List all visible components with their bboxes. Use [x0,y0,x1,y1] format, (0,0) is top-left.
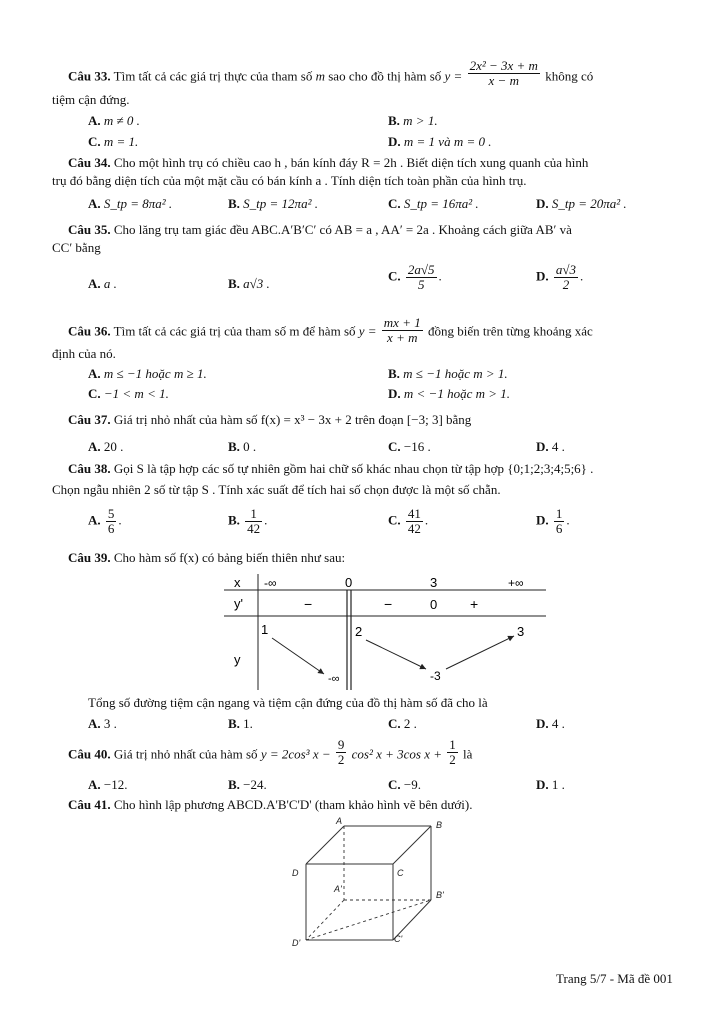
q39-option-b[interactable] [228,716,253,732]
yp-label: y' [234,596,243,611]
q40-f1-num: 9 [337,737,345,752]
q39-label: Câu 39. [68,550,111,565]
option-letter: B. [228,276,240,291]
option-letter: C. [388,439,401,454]
q36-d-text: m < −1 hoặc m > 1. [403,386,511,401]
option-letter: D. [388,134,401,149]
q33-text-c: không có [545,68,594,84]
q37-option-b[interactable] [228,439,256,455]
q33-c-text: m = 1. [103,134,139,149]
q35-b-text: a√3 . [243,276,270,291]
q33-line1 [68,58,594,92]
option-letter: B. [388,366,400,381]
q39-option-c[interactable] [388,716,417,732]
y-val-2: 2 [355,624,363,639]
option-letter: D. [536,716,549,731]
q36-c-text: −1 < m < 1. [103,386,169,401]
yp-val-3: + [470,596,479,612]
q35-label: Câu 35. [68,222,111,237]
q33-param: m [315,68,325,84]
q33-label: Câu 33. [68,68,111,84]
q35-d-num: a√3 [555,262,577,277]
q34-option-b[interactable] [228,196,318,212]
decrease-arrow [272,638,324,674]
q36-den: x + m [387,330,418,345]
y-val-3: -3 [430,669,441,683]
q37-text: Giá trị nhỏ nhất của hàm số f(x) = x³ − 3x + 2 trên đoạn [−3; 3] bằng [113,412,472,427]
option-letter: D. [536,268,549,284]
q35-d-den: 2 [562,277,570,292]
x-val-2: 3 [430,575,438,590]
q36-option-b[interactable] [388,366,508,382]
q39-option-d[interactable] [536,716,565,732]
y-val-1: -∞ [328,673,340,685]
q37-b-text: 0 . [243,439,257,454]
q36-line2: định của nó. [52,346,116,361]
q38-option-a[interactable]: A. $\frac{5}{6}$ . [88,506,122,536]
q37-d-text: 4 . [551,439,565,454]
vertex-d-prime: D' [292,938,301,948]
q40-f1-den: 2 [337,752,345,767]
decrease-arrow [366,640,426,669]
q35-option-a[interactable] [88,276,117,292]
q38-text: Gọi S là tập hợp các số tự nhiên gồm hai chữ số khác nhau chọn từ tập hợp {0;1;2;3;4;5;6} . [113,461,594,476]
option-letter: C. [88,134,101,149]
q40-line1 [68,737,473,770]
option-letter: C. [388,268,401,284]
option-letter: B. [228,512,240,528]
q40-option-c[interactable] [388,777,421,793]
q33-line2: tiệm cận đứng. [52,92,130,107]
q35-text: Cho lăng trụ tam giác đều ABC.A′B′C′ có AB = a , AA′ = 2a . Khoảng cách giữa AB′ và [113,222,572,237]
q35-option-d[interactable]: D. $\frac{a√3}{2}$ . [536,262,584,292]
y-val-4: 3 [517,624,525,639]
x-val-3: +∞ [508,576,524,590]
option-letter: B. [388,113,400,128]
option-letter: B. [228,777,240,792]
option-letter: D. [536,777,549,792]
q34-line2: trụ đó bằng diện tích của một mặt cầu có bán kính a . Tính diện tích toàn phần của hình trụ. [52,173,527,188]
q35-option-b[interactable] [228,276,270,292]
y-val-0: 1 [261,622,269,637]
option-letter: B. [228,716,240,731]
increase-arrow [446,636,514,669]
q33-den: x − m [488,73,519,88]
q38-line1 [68,461,593,477]
page-footer: Trang 5/7 - Mã đề 001 [556,971,673,986]
q39-d-text: 4 . [551,716,565,731]
q40-c-text: −9. [403,777,421,792]
q40-f2-den: 2 [449,752,456,767]
q34-a-text: S_tp = 8πa² . [103,196,173,211]
q40-f2-num: 1 [449,737,456,752]
q34-d-text: S_tp = 20πa² . [551,196,627,211]
option-letter: B. [228,439,240,454]
q34-label: Câu 34. [68,155,111,170]
option-letter: C. [388,777,401,792]
q38-option-c[interactable]: C. $\frac{41}{42}$ . [388,506,429,536]
q34-option-d[interactable] [536,196,627,212]
option-letter: A. [88,512,101,528]
q39-line1 [68,550,345,566]
option-letter: A. [88,716,101,731]
q33-fraction [468,59,540,88]
q34-c-text: S_tp = 16πa² . [403,196,479,211]
q39-c-text: 2 . [403,716,417,731]
vertex-b: B [436,820,443,830]
q36-option-a[interactable] [88,366,207,382]
q33-d-text: m = 1 và m = 0 . [403,134,492,149]
q38-a-num: 5 [107,506,115,521]
q34-text: Cho một hình trụ có chiều cao h , bán kính đáy R = 2h . Biết diện tích xung quanh của hình [113,155,589,170]
option-letter: B. [228,196,240,211]
x-val-0: -∞ [264,576,277,590]
q33-option-b[interactable] [388,113,438,129]
vertex-a-prime: A' [334,884,342,894]
vertex-b-prime: B' [436,890,444,900]
yp-val-1: − [384,596,393,612]
vertex-c: C [397,868,404,878]
q33-option-d[interactable] [388,134,491,150]
q37-option-c[interactable] [388,439,431,455]
q33-a-text: m ≠ 0 . [103,113,140,128]
q36-b-text: m ≤ −1 hoặc m > 1. [403,366,508,381]
q41-label: Câu 41. [68,797,111,812]
q34-option-c[interactable] [388,196,479,212]
q36-a-text: m ≤ −1 hoặc m ≥ 1. [103,366,207,381]
option-letter: A. [88,113,101,128]
q40-option-b[interactable] [228,777,267,793]
option-letter: D. [536,439,549,454]
q38-c-den: 42 [407,521,421,536]
q38-a-den: 6 [107,521,115,536]
q36-text-a: Tìm tất cả các giá trị của tham số m để hàm số [113,323,356,339]
yp-val-2: 0 [430,597,438,612]
yp-val-0: − [304,596,313,612]
q38-d-den: 6 [555,521,563,536]
q38-c-num: 41 [407,506,421,521]
q35-option-c[interactable]: C. $\frac{2a√5}{5}$ . [388,262,442,292]
option-letter: A. [88,366,101,381]
q39-question: Tổng số đường tiệm cận ngang và tiệm cận đứng của đồ thị hàm số đã cho là [88,695,488,710]
q41-text: Cho hình lập phương ABCD.A'B'C'D' (tham khảo hình vẽ bên dưới). [113,797,473,812]
q33-text-a: Tìm tất cả các giá trị thực của tham số [113,68,313,84]
q39-b-text: 1. [243,716,253,731]
q40-text-a: Giá trị nhỏ nhất của hàm số [113,746,258,762]
q35-c-num: 2a√5 [407,262,435,277]
option-letter: C. [388,512,401,528]
q41-line1 [68,797,472,813]
q37-option-d[interactable] [536,439,565,455]
vertex-a: A [336,816,343,826]
q35-line2: CC′ bằng [52,240,101,255]
q36-option-d[interactable] [388,386,510,402]
x-val-1: 0 [345,575,353,590]
q35-line1 [68,222,572,238]
q35-c-den: 5 [417,277,425,292]
q33-b-text: m > 1. [403,113,438,128]
q40-eq-b: cos² x + 3cos x + [351,746,443,762]
vertex-d: D [292,868,299,878]
q37-option-a[interactable] [88,439,123,455]
q36-option-c[interactable] [88,386,169,402]
q38-line2: Chọn ngẫu nhiên 2 số từ tập S . Tính xác suất để tích hai số chọn được là một số chẵn. [52,482,501,497]
q34-option-a[interactable] [88,196,172,212]
q37-line1 [68,412,471,428]
q36-text-b: đồng biến trên từng khoảng xác [427,323,593,339]
q40-d-text: 1 . [551,777,565,792]
q38-d-num: 1 [555,506,563,521]
q36-line1 [68,315,593,347]
q37-a-text: 20 . [103,439,124,454]
option-letter: C. [88,386,101,401]
q33-num: 2x² − 3x + m [469,58,538,73]
q36-label: Câu 36. [68,323,111,339]
q34-b-text: S_tp = 12πa² . [243,196,318,211]
q39-text: Cho hàm số f(x) có bảng biến thiên như sau: [113,550,346,565]
q36-num: mx + 1 [383,315,421,330]
x-label: x [234,575,241,590]
option-letter: A. [88,439,101,454]
q33-y-eq: y = [444,68,463,84]
q33-text-b: sao cho đồ thị hàm số [328,68,442,84]
option-letter: A. [88,196,101,211]
option-letter: D. [536,196,549,211]
cube-figure [286,814,456,948]
q38-b-den: 42 [247,521,261,536]
q40-a-text: −12. [103,777,128,792]
option-letter: C. [388,196,401,211]
option-letter: C. [388,716,401,731]
q40-eq-a: y = 2cos³ x − [260,746,331,762]
q34-line1 [68,155,588,171]
option-letter: D. [536,512,549,528]
q38-b-num: 1 [245,507,262,522]
q38-option-b[interactable]: B. $\frac{1}{42}$ . [228,506,268,536]
option-letter: A. [88,276,101,291]
q39-a-text: 3 . [103,716,117,731]
q40-option-d[interactable] [536,777,565,793]
vertex-c-prime: C' [394,934,403,944]
q38-label: Câu 38. [68,461,111,476]
q36-y-eq: y = [358,323,377,339]
q40-b-text: −24. [243,777,267,792]
q40-option-a[interactable] [88,777,127,793]
q40-label: Câu 40. [68,746,111,762]
q39-option-a[interactable] [88,716,117,732]
q37-label: Câu 37. [68,412,111,427]
q33-option-a[interactable] [88,113,140,129]
y-label: y [234,652,241,667]
q38-option-d[interactable]: D. $\frac{1}{6}$ . [536,506,570,536]
q35-a-text: a . [103,276,117,291]
q33-option-c[interactable] [88,134,138,150]
option-letter: A. [88,777,101,792]
option-letter: D. [388,386,401,401]
variation-table [224,574,546,690]
q40-text-b: là [463,746,473,762]
q37-c-text: −16 . [403,439,431,454]
